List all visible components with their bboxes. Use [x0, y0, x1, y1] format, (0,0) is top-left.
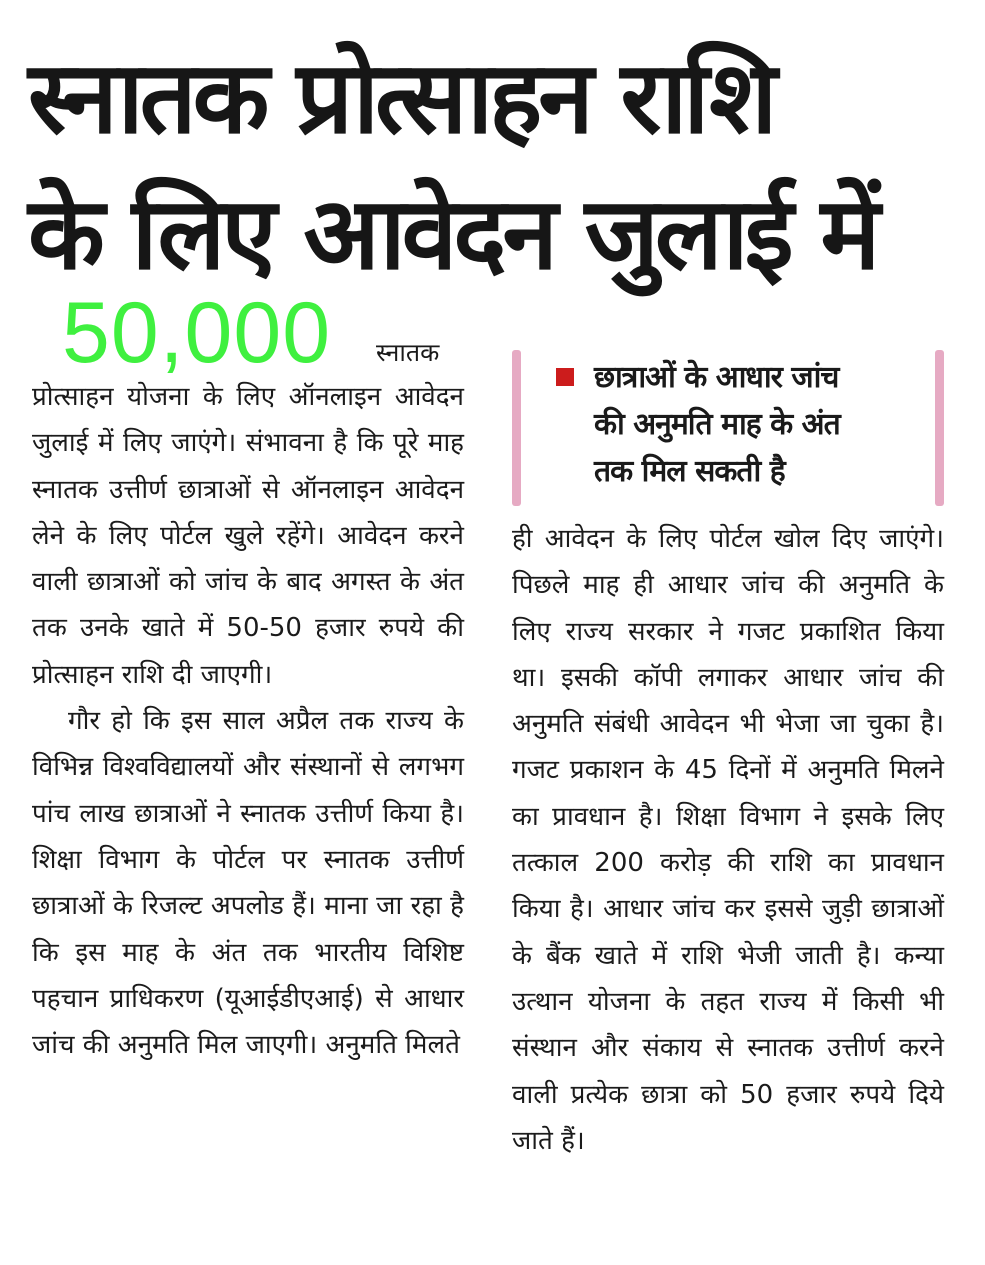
- headline: [28, 30, 958, 302]
- left-column: [32, 374, 464, 1068]
- headline-line-2: के लिए आवेदन जुलाई में: [28, 175, 877, 292]
- bullet-square-icon: [556, 368, 574, 386]
- highlight-line-3: तक मिल सकती है: [594, 454, 785, 489]
- left-paragraph-2: गौर हो कि इस साल अप्रैल तक राज्य के विभिन्न विश्वविद्यालयों और संस्थानों से लगभग पांच लाख छात्राओं ने स्नातक उत्तीर्ण किया है। शिक्षा विभाग के पोर्टल पर स्नातक उत्तीर्ण छात्राओं के रिजल्ट अपलोड हैं। माना जा रहा है कि इस माह के अंत तक भारतीय विशिष्ट पहचान प्राधिकरण (यूआईडीएआई) से आधार जांच की अनुमति मिल जाएगी। अनुमति मिलते: [32, 706, 464, 1061]
- highlight-left-bar: [512, 350, 521, 506]
- right-paragraph-1: ही आवेदन के लिए पोर्टल खोल दिए जाएंगे। पिछले माह ही आधार जांच की अनुमति के लिए राज्य सरकार ने गजट प्रकाशित किया था। इसकी कॉपी लगाकर आधार जांच की अनुमति संबंधी आवेदन भी भेजा जा चुका है। गजट प्रकाशन के 45 दिनों में अनुमति मिलने का प्रावधान है। शिक्षा विभाग ने इसके लिए तत्काल 200 करोड़ की राशि का प्रावधान किया है। आधार जांच कर इससे जुड़ी छात्राओं के बैंक खाते में राशि भेजी जाती है। कन्या उत्थान योजना के तहत राज्य में किसी भी संस्थान और संकाय से स्नातक उत्तीर्ण करने वाली प्रत्येक छात्रा को 50 हजार रुपये दिये जाते हैं।: [512, 524, 944, 1156]
- highlight-line-1: छात्राओं के आधार जांच: [594, 360, 839, 395]
- highlight-box: [512, 350, 944, 506]
- lead-word: स्नातक: [376, 338, 440, 367]
- highlight-line-2: की अनुमति माह के अंत: [594, 407, 840, 442]
- headline-line-1: स्नातक प्रोत्साहन राशि: [28, 39, 774, 156]
- highlight-text: [594, 354, 914, 495]
- right-column: [512, 516, 944, 1164]
- highlight-right-bar: [935, 350, 944, 506]
- left-paragraph-1: प्रोत्साहन योजना के लिए ऑनलाइन आवेदन जुलाई में लिए जाएंगे। संभावना है कि पूरे माह स्नातक उत्तीर्ण छात्राओं से ऑनलाइन आवेदन लेने के लिए पोर्टल खुले रहेंगे। आवेदन करने वाली छात्राओं को जांच के बाद अगस्त के अंत तक उनके खाते में 50-50 हजार रुपये की प्रोत्साहन राशि दी जाएगी।: [32, 382, 464, 690]
- lead-amount: 50,000: [62, 285, 332, 381]
